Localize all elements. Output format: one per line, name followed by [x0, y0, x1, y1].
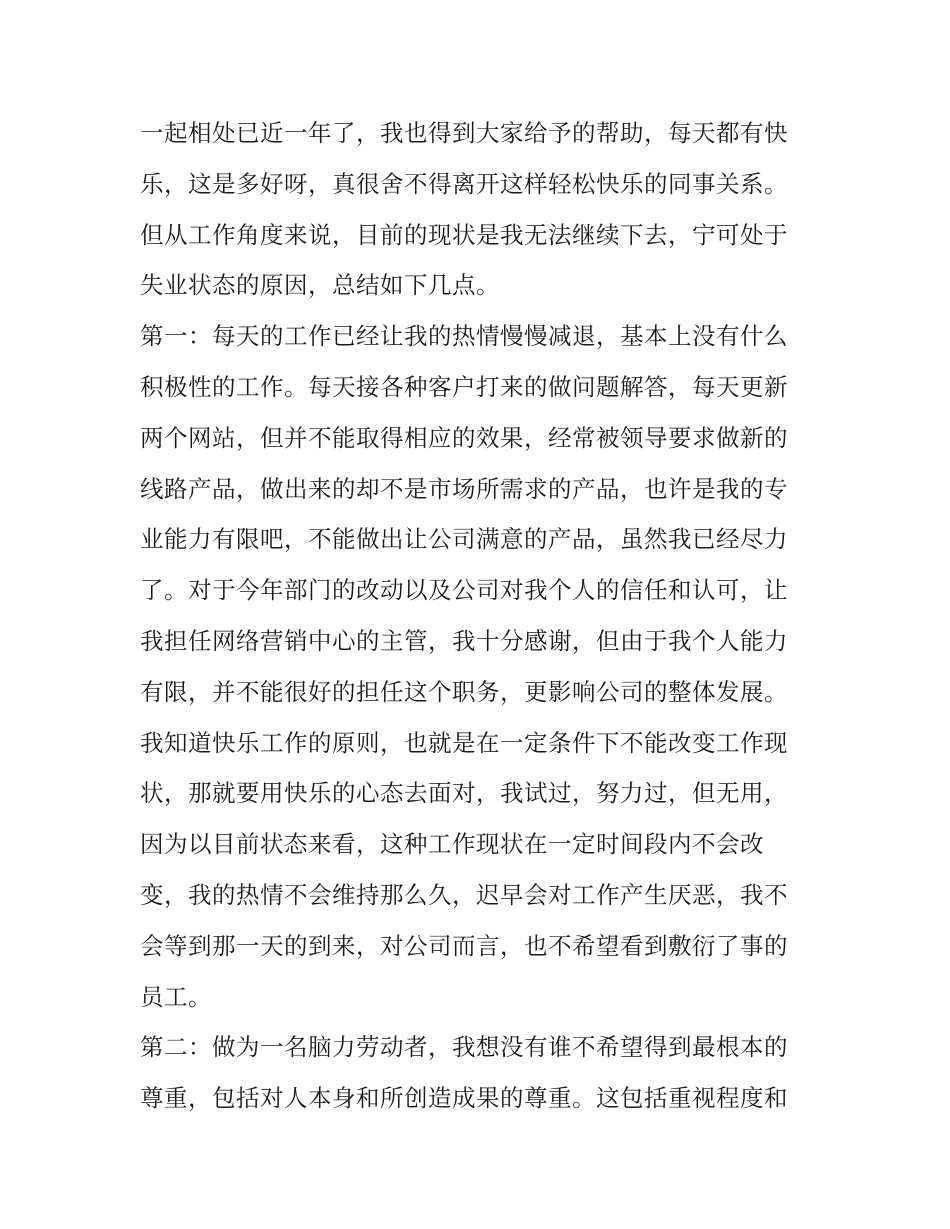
- text-line: 因为以目前状态来看，这种工作现状在一定时间段内不会改: [140, 830, 764, 859]
- text-line: 变，我的热情不会维持那么久，迟早会对工作产生厌恶，我不: [140, 880, 788, 909]
- text-line: 我担任网络营销中心的主管，我十分感谢，但由于我个人能力: [140, 626, 788, 655]
- text-line: 第一：每天的工作已经让我的热情慢慢减退，基本上没有什么: [140, 322, 788, 351]
- text-line: 乐，这是多好呀，真很舍不得离开这样轻松快乐的同事关系。: [140, 169, 788, 198]
- text-line: 我知道快乐工作的原则，也就是在一定条件下不能改变工作现: [140, 728, 788, 757]
- text-line: 业能力有限吧，不能做出让公司满意的产品，虽然我已经尽力: [140, 525, 788, 554]
- text-line: 积极性的工作。每天接各种客户打来的做问题解答，每天更新: [140, 372, 788, 401]
- text-line: 两个网站，但并不能取得相应的效果，经常被领导要求做新的: [140, 423, 788, 452]
- text-line: 第二：做为一名脑力劳动者，我想没有谁不希望得到最根本的: [140, 1033, 788, 1062]
- text-line: 但从工作角度来说，目前的现状是我无法继续下去，宁可处于: [140, 220, 788, 249]
- body-text: [140, 108, 820, 1124]
- text-line: 员工。: [140, 982, 212, 1011]
- text-line: 了。对于今年部门的改动以及公司对我个人的信任和认可，让: [140, 576, 788, 605]
- text-line: 有限，并不能很好的担任这个职务，更影响公司的整体发展。: [140, 677, 788, 706]
- text-line: 尊重，包括对人本身和所创造成果的尊重。这包括重视程度和: [140, 1084, 788, 1113]
- text-line: 一起相处已近一年了，我也得到大家给予的帮助，每天都有快: [140, 119, 788, 147]
- text-line: 失业状态的原因，总结如下几点。: [140, 271, 500, 300]
- text-line: 线路产品，做出来的却不是市场所需求的产品，也许是我的专: [140, 474, 788, 503]
- text-line: 会等到那一天的到来，对公司而言，也不希望看到敷衍了事的: [140, 931, 788, 960]
- text-line: 状，那就要用快乐的心态去面对，我试过，努力过，但无用，: [140, 779, 788, 808]
